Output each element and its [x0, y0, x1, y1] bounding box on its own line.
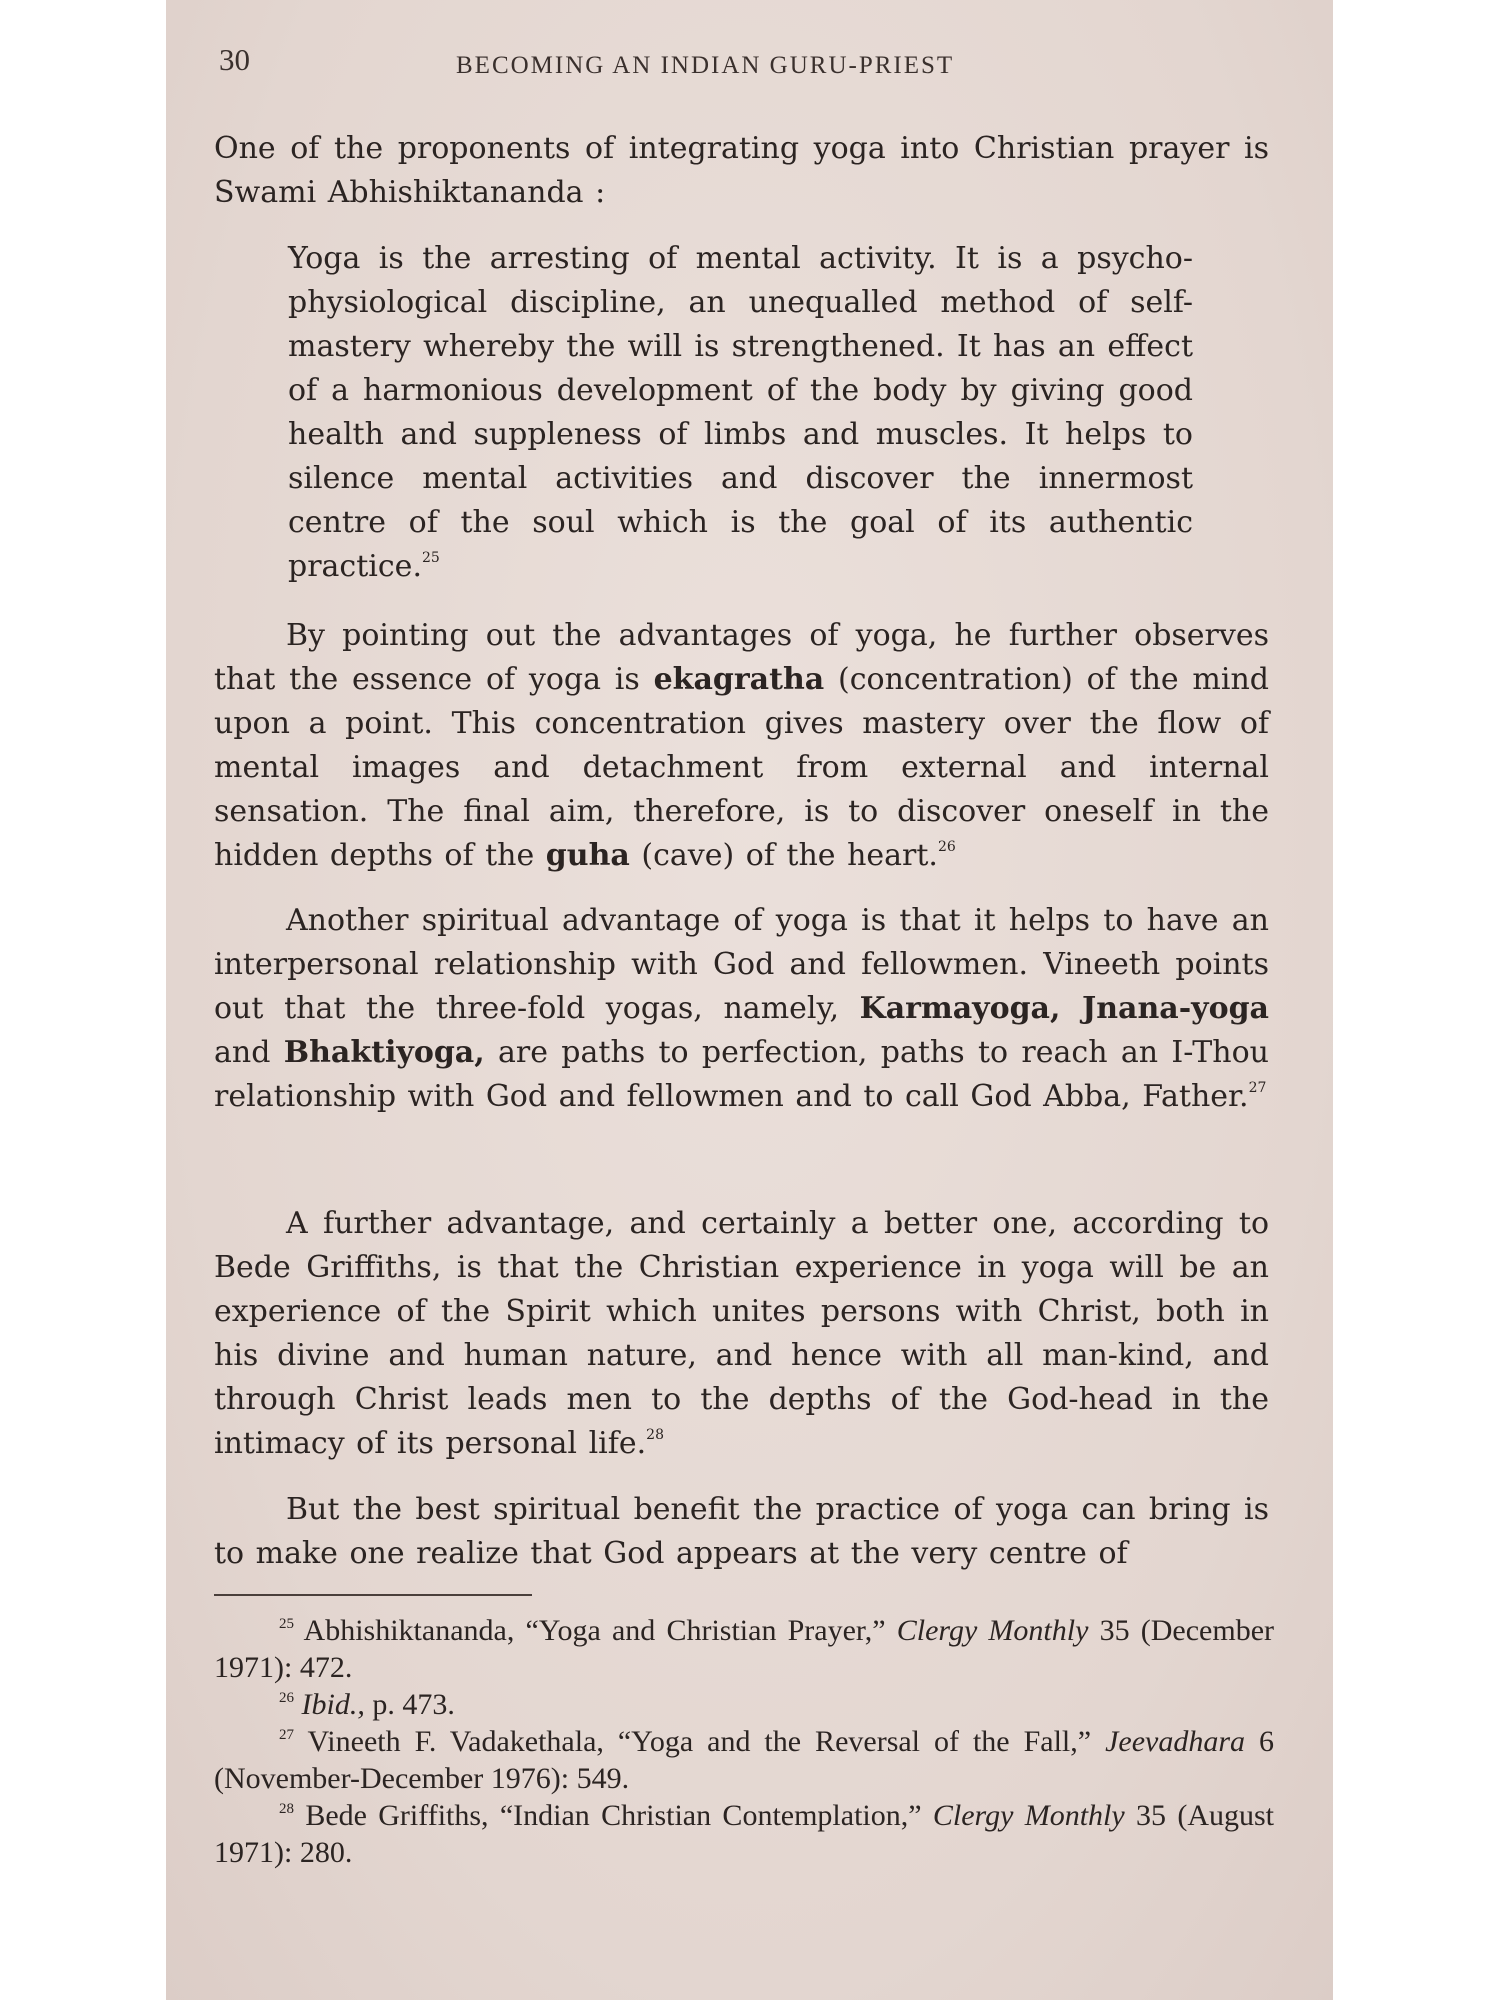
running-head: BECOMING AN INDIAN GURU-PRIEST	[456, 52, 955, 79]
footnote-26: $^{26}$ Ibid., p. 473.	[279, 1688, 455, 1721]
paragraph-3: Another spiritual advantage of yoga is that it helps to have an interpersonal relationship with God and fellowmen. Vineeth points out that the three-fold yogas, namely, Karmayoga, Jnana-yoga and Bhaktiyoga, are paths to perfection, paths to reach an I-Thou relationship with God and fellowmen and to call God Abba, Father.$^{27}$	[214, 903, 1269, 1114]
term-karmayoga-jnanayoga: Karmayoga, Jnana-yoga	[859, 991, 1269, 1026]
term-guha: guha	[545, 838, 630, 873]
term-ekagratha: ekagratha	[653, 662, 825, 697]
term-bhaktiyoga: Bhaktiyoga,	[283, 1035, 485, 1070]
footnote-ref-27: 27	[1248, 1080, 1267, 1096]
footnote-25: $^{25}$ Abhishiktananda, “Yoga and Christian Prayer,” Clergy Monthly 35 (December 1971): 472.	[214, 1614, 1274, 1684]
paragraph-2: By pointing out the advantages of yoga, he further observes that the essence of yoga is ekagratha (concentration) of the mind upon a point. This concentration gives mastery over the flow of mental images and detachment from external and internal sensation. The final aim, therefore, is to discover oneself in the hidden depths of the guha (cave) of the heart.$^{26}$	[214, 618, 1269, 873]
footnote-ref-25: 25	[421, 550, 440, 566]
block-quote	[288, 237, 1193, 589]
paragraph-4: A further advantage, and certainly a better one, according to Bede Griffiths, is that the Christian experience in yoga will be an experience of the Spirit which unites persons with Christ, both in his divine and human nature, and hence with all man-kind, and through Christ leads men to the depths of the God-head in the intimacy of its personal life.$^{28}$	[214, 1206, 1269, 1461]
footnote-ref-26: 26	[937, 839, 956, 855]
footnote-28: $^{28}$ Bede Griffiths, “Indian Christian Contemplation,” Clergy Monthly 35 (August 1971): 280.	[214, 1799, 1274, 1869]
paragraph-5: But the best spiritual benefit the practice of yoga can bring is to make one realize that God appears at the very centre of	[214, 1492, 1269, 1571]
book-page	[166, 0, 1333, 2000]
page-number: 30	[219, 42, 250, 77]
footnote-ref-28: 28	[646, 1427, 664, 1443]
footnote-27: $^{27}$ Vineeth F. Vadakethala, “Yoga and the Reversal of the Fall,” Jeevadhara 6 (November-December 1976): 549.	[214, 1725, 1274, 1795]
quote-text: Yoga is the arresting of mental activity. It is a psycho-physiological discipline, an unequalled method of self-mastery whereby the will is strengthened. It has an effect of a harmonious development of the body by giving good health and suppleness of limbs and muscles. It helps to silence mental activities and discover the innermost centre of the soul which is the goal of its authentic practice.	[288, 241, 1193, 584]
footnote-divider	[214, 1594, 532, 1596]
intro-paragraph: One of the proponents of integrating yoga into Christian prayer is Swami Abhishiktananda :	[214, 131, 1269, 210]
